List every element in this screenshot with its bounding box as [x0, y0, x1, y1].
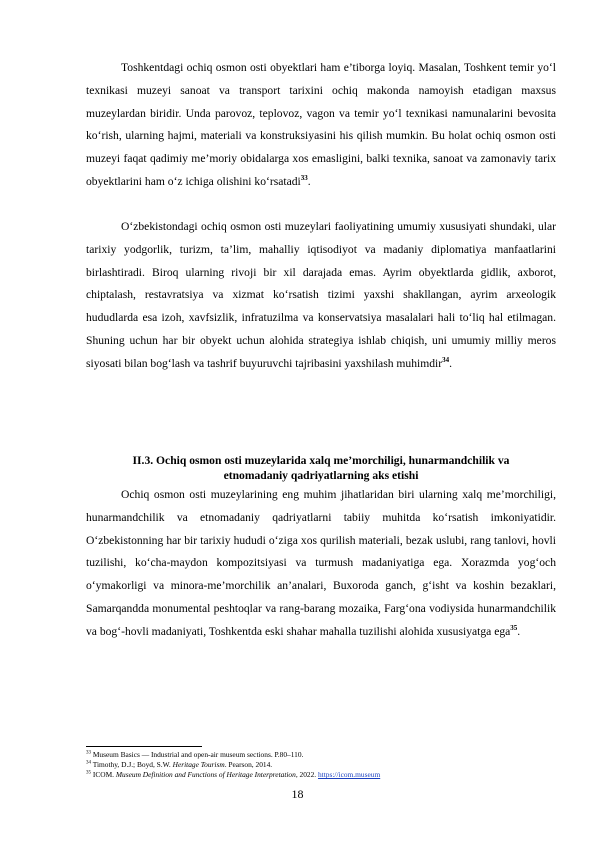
footnote-35: $^{35}$ ICOM. Museum Definition and Functions of Heritage Interpretation, 2022. https://icom.museum	[86, 770, 381, 780]
section-heading	[86, 453, 556, 483]
paragraph-text: Ochiq osmon osti muzeylarining eng muhim jihatlaridan biri ularning xalq me’morchiligi, hunarmandchilik va etnomadaniy qadriyatlarni tabiiy muhitda ko‘rsatish imkoniyatidir. O‘zbekistonning har bir tarixiy hududi o‘ziga xos qurilish materiali, bezak uslubi, rang tanlovi, hovli tuzilishi, ko‘cha-maydon kompozitsiyasi va turmush madaniyatiga ega. Xorazmda yog‘och o‘ymakorligi va minora-me’morchilik an’analari, Buxoroda ganch, g‘isht va koshin bezaklari, Samarqandda monumental peshtoqlar va rang-barang mozaika, Farg‘ona vodiysida hunarmandchilik va bog‘-hovli madaniyati, Toshkentda eski shahar mahalla tuzilishi alohida xususiyatga ega	[86, 488, 556, 638]
paragraph-folk-architecture: Ochiq osmon osti muzeylarining eng muhim jihatlaridan biri ularning xalq me’morchiligi, hunarmandchilik va etnomadaniy qadriyatlarni tabiiy muhitda ko‘rsatish imkoniyatidir. O‘zbekistonning har bir tarixiy hududi o‘ziga xos qurilish materiali, bezak uslubi, rang tanlovi, hovli tuzilishi, ko‘cha-maydon kompozitsiyasi va turmush madaniyatiga ega. Xorazmda yog‘och o‘ymakorligi va minora-me’morchilik an’analari, Buxoroda ganch, g‘isht va koshin bezaklari, Samarqandda monumental peshtoqlar va rang-barang mozaika, Farg‘ona vodiysida hunarmandchilik va bog‘-hovli madaniyati, Toshkentda eski shahar mahalla tuzilishi alohida xususiyatga ega$^{35}$.	[86, 488, 556, 638]
paragraph-open-air-objects-tashkent: Toshkentdagi ochiq osmon osti obyektlari ham e’tiborga loyiq. Masalan, Toshkent temir yo‘l texnikasi muzeyi sanoat va transport tarixini ochiq makonda namoyish etadigan maxsus muzeylardan biridir. Unda parovoz, teplovoz, vagon va temir yo‘l texnikasi namunalarini bevosita ko‘rish, ularning hajmi, materiali va konstruksiyasini his qilish mumkin. Bu holat ochiq osmon osti muzeyi faqat qadimiy me’moriy obidalarga xos emasligini, balki texnika, sanoat va zamonaviy tarix obyektlarini ham o‘z ichiga olishini ko‘rsatadi$^{33}$.	[86, 61, 556, 188]
footnote-34: $^{34}$ Timothy, D.J.; Boyd, S.W. Heritage Tourism. Pearson, 2014.	[86, 760, 273, 770]
paragraph-text: Toshkentdagi ochiq osmon osti obyektlari ham e’tiborga loyiq. Masalan, Toshkent temir yo‘l texnikasi muzeyi sanoat va transport tarixini ochiq makonda namoyish etadigan maxsus muzeylardan biridir. Unda parovoz, teplovoz, vagon va temir yo‘l texnikasi namunalarini bevosita ko‘rish, ularning hajmi, materiali va konstruksiyasini his qilish mumkin. Bu holat ochiq osmon osti muzeyi faqat qadimiy me’moriy obidalarga xos emasligini, balki texnika, sanoat va zamonaviy tarix obyektlarini ham o‘z ichiga olishini ko‘rsatadi	[86, 61, 556, 188]
paragraph-general-features: O‘zbekistondagi ochiq osmon osti muzeylari faoliyatining umumiy xususiyati shundaki, ular tarixiy yodgorlik, turizm, ta’lim, mahalliy iqtisodiyot va madaniy diplomatiya manfaatlarini birlashtiradi. Biroq ularning rivoji bir xil darajada emas. Ayrim obyektlarda gidlik, axborot, chiptalash, restavratsiya va xizmat ko‘rsatish tizimi yaxshi shakllangan, ayrim arxeologik hududlarda esa izoh, xavfsizlik, infratuzilma va konservatsiya masalalari hali to‘liq hal etilmagan. Shuning uchun har bir obyekt uchun alohida strategiya ishlab chiqish, uni umumiy milliy meros siyosati bilan bog‘lash va tashrif buyuruvchi tajribasini yaxshilash muhimdir$^{34}$.	[86, 220, 556, 370]
footnote-ref[interactable]: 35	[510, 623, 518, 632]
paragraph-text: O‘zbekistondagi ochiq osmon osti muzeylari faoliyatining umumiy xususiyati shundaki, ular tarixiy yodgorlik, turizm, ta’lim, mahalliy iqtisodiyot va madaniy diplomatiya manfaatlarini birlashtiradi. Biroq ularning rivoji bir xil darajada emas. Ayrim obyektlarda gidlik, axborot, chiptalash, restavratsiya va xizmat ko‘rsatish tizimi yaxshi shakllangan, ayrim arxeologik hududlarda esa izoh, xavfsizlik, infratuzilma va konservatsiya masalalari hali to‘liq hal etilmagan. Shuning uchun har bir obyekt uchun alohida strategiya ishlab chiqish, uni umumiy milliy meros siyosati bilan bog‘lash va tashrif buyuruvchi tajribasini yaxshilash muhimdir	[86, 220, 556, 370]
page-number: 18	[291, 787, 304, 801]
footnotes	[86, 750, 556, 781]
footnote-separator	[86, 746, 202, 747]
section-heading-line-2: etnomadaniy qadriyatlarning aks etishi	[223, 469, 419, 482]
section-heading-line-1: II.3. Ochiq osmon osti muzeylarida xalq me’morchiligi, hunarmandchilik va	[132, 454, 510, 467]
footnote-ref[interactable]: 34	[442, 355, 450, 364]
footnote-link[interactable]: https://icom.museum	[317, 770, 381, 780]
footnote-ref[interactable]: 33	[300, 174, 308, 183]
footnote-33: $^{33}$ Museum Basics — Industrial and open-air museum sections. P.80–110.	[86, 750, 304, 759]
